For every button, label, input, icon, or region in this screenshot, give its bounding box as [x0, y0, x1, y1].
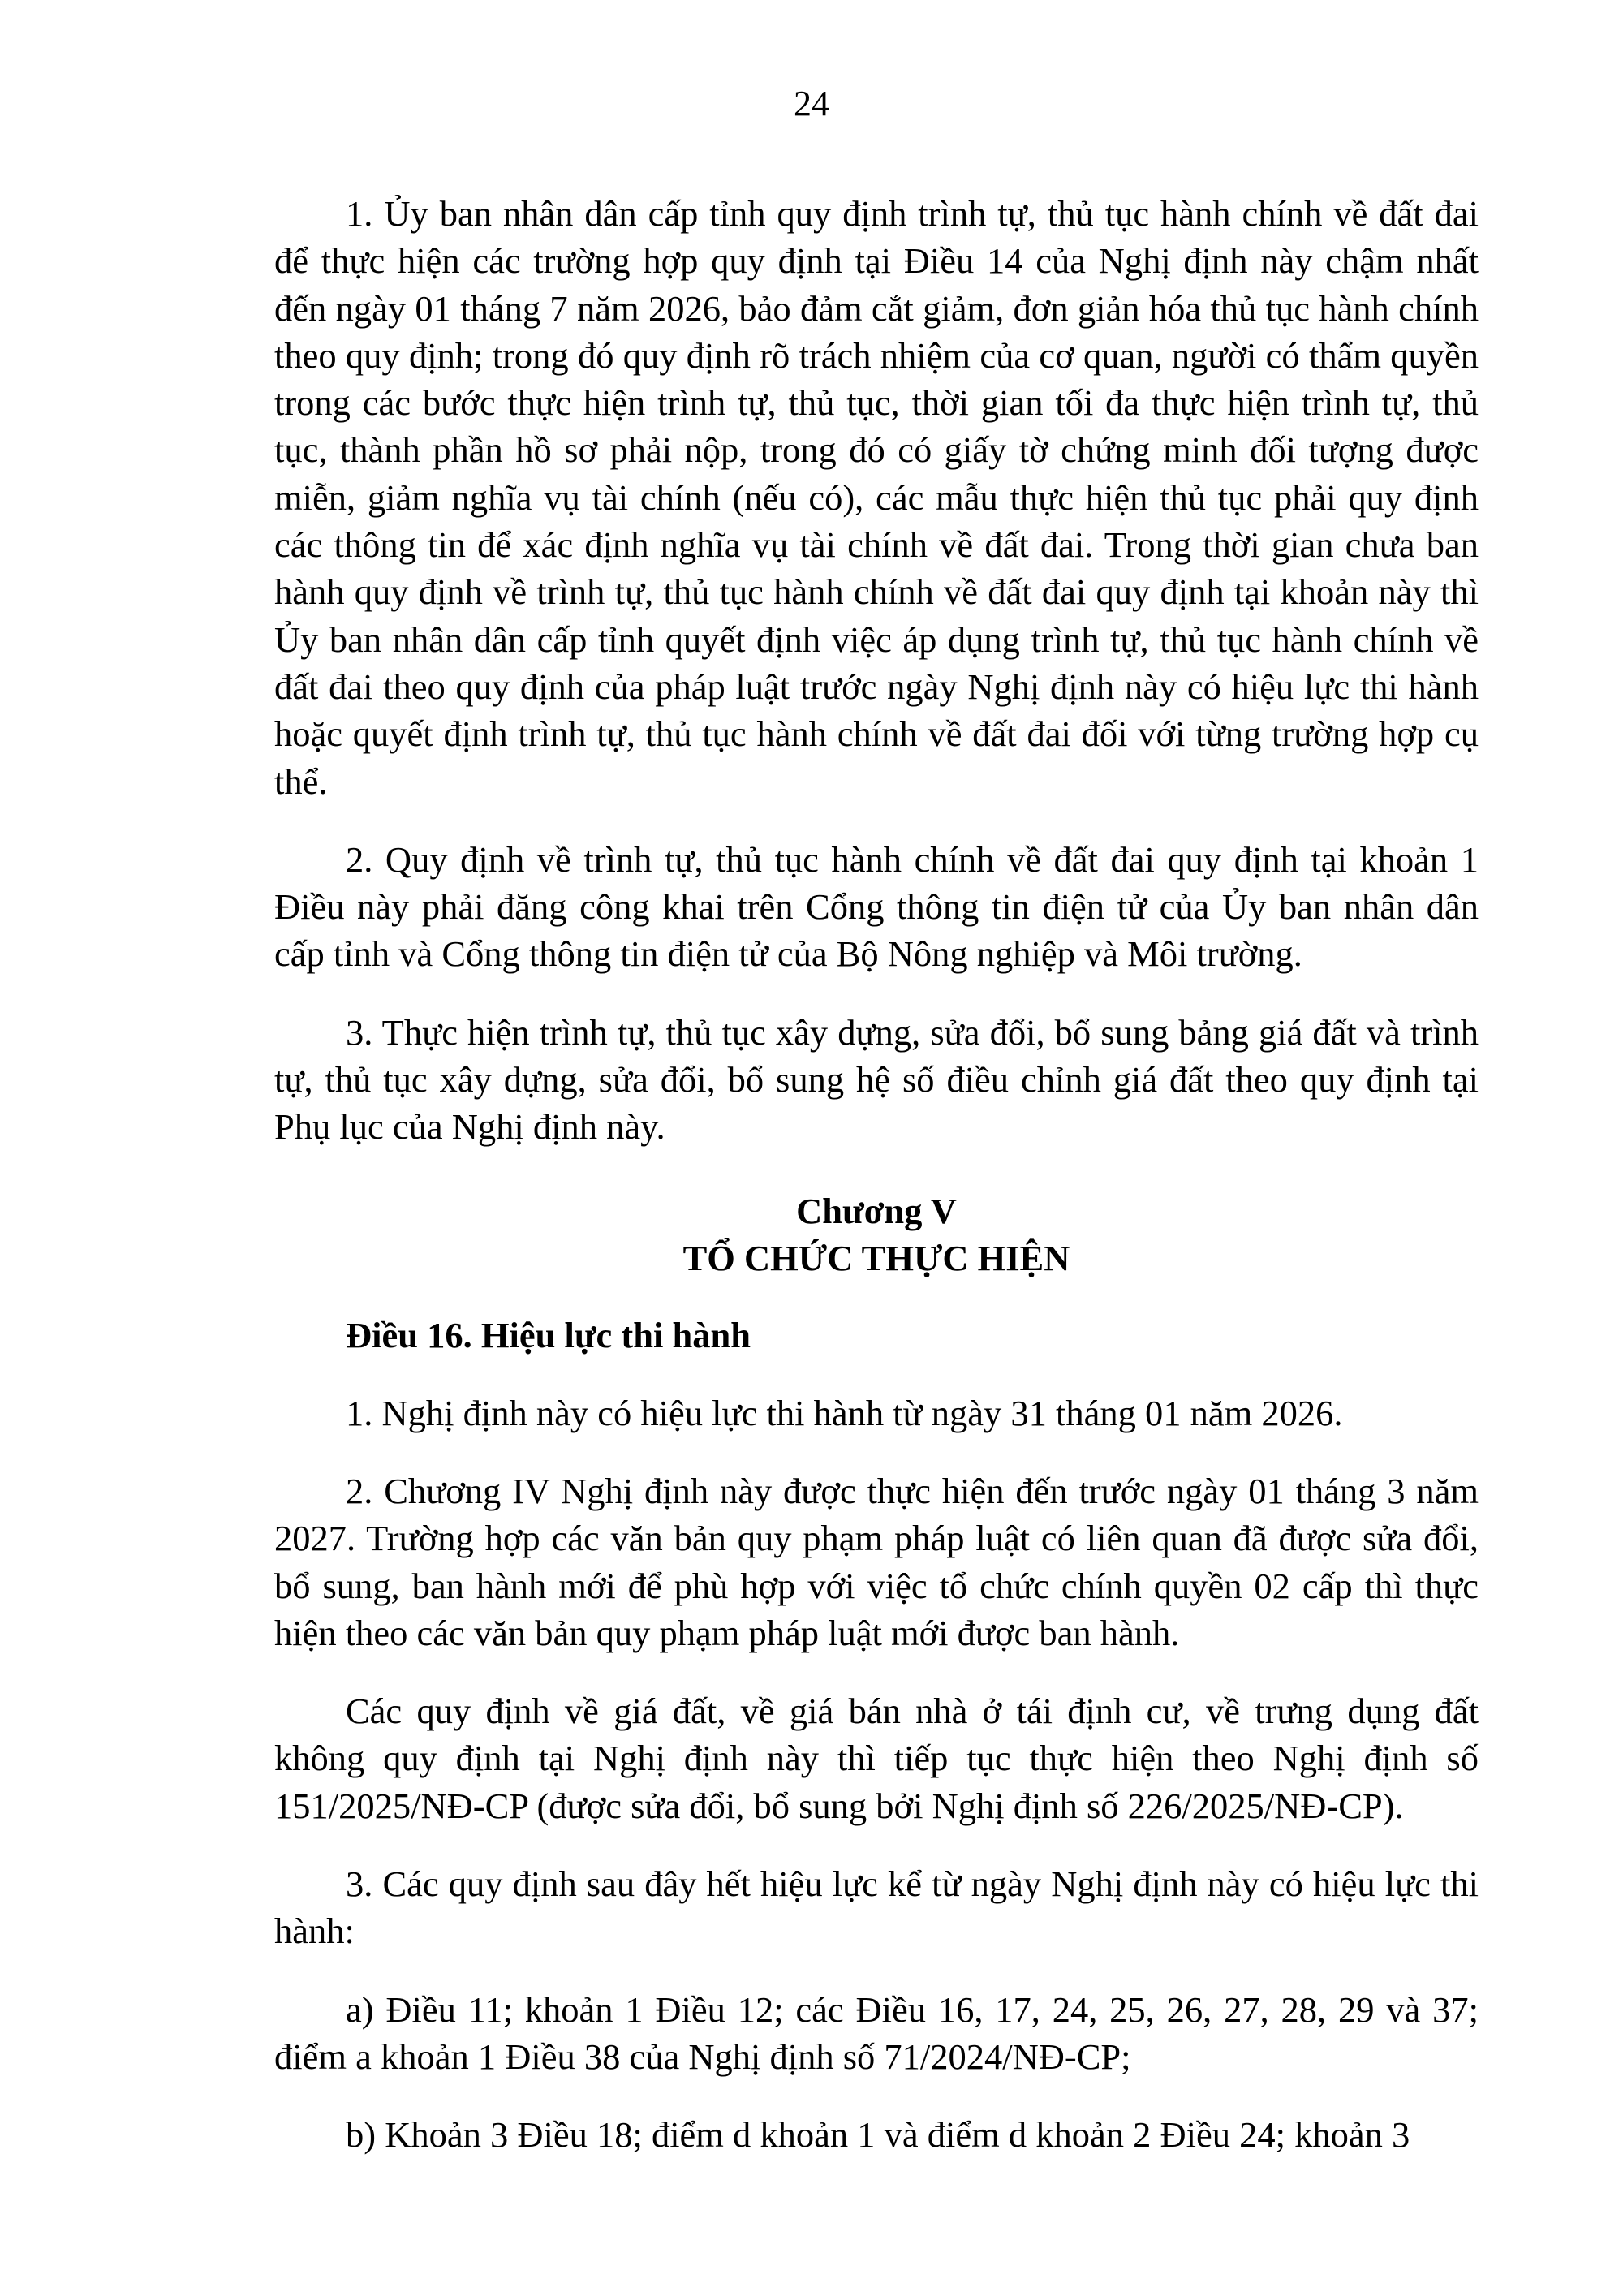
article-item-2: 2. Chương IV Nghị định này được thực hiện đến trước ngày 01 tháng 3 năm 2027. Trường hợp các văn bản quy phạm pháp luật có liên quan đã được sửa đổi, bổ sung, ban hành mới để phù hợp với việc tổ chức chính quyền 02 cấp thì thực hiện theo các văn bản quy phạm pháp luật mới được ban hành.	[274, 1470, 1479, 1653]
document-body	[274, 190, 1479, 2159]
article-item-3: 3. Các quy định sau đây hết hiệu lực kể từ ngày Nghị định này có hiệu lực thi hành:	[274, 1863, 1479, 1952]
article-item-2-note: Các quy định về giá đất, về giá bán nhà ở tái định cư, về trưng dụng đất không quy định tại Nghị định này thì tiếp tục thực hiện theo Nghị định số 151/2025/NĐ-CP (được sửa đổi, bổ sung bởi Nghị định số 226/2025/NĐ-CP).	[274, 1691, 1479, 1826]
article-item-3b: b) Khoản 3 Điều 18; điểm d khoản 1 và điểm d khoản 2 Điều 24; khoản 3	[346, 2114, 1410, 2156]
article-item-1: 1. Nghị định này có hiệu lực thi hành từ ngày 31 tháng 01 năm 2026.	[346, 1392, 1343, 1433]
article-item-3a: a) Điều 11; khoản 1 Điều 12; các Điều 16, 17, 24, 25, 26, 27, 28, 29 và 37; điểm a khoản 1 Điều 38 của Nghị định số 71/2024/NĐ-CP;	[274, 1988, 1479, 2077]
paragraph-1-item-3: 3. Thực hiện trình tự, thủ tục xây dựng, sửa đổi, bổ sung bảng giá đất và trình tự, thủ tục xây dựng, sửa đổi, bổ sung hệ số điều chỉnh giá đất theo quy định tại Phụ lục của Nghị định này.	[274, 1011, 1479, 1148]
chapter-number: Chương V	[796, 1190, 957, 1231]
page-number: 24	[794, 84, 829, 123]
chapter-title: TỔ CHỨC THỰC HIỆN	[682, 1237, 1070, 1278]
paragraph-1-item-1: 1. Ủy ban nhân dân cấp tỉnh quy định trình tự, thủ tục hành chính về đất đai để thực hiện các trường hợp quy định tại Điều 14 của Nghị định này chậm nhất đến ngày 01 tháng 7 năm 2026, bảo đảm cắt giảm, đơn giản hóa thủ tục hành chính theo quy định; trong đó quy định rõ trách nhiệm của cơ quan, người có thẩm quyền trong các bước thực hiện trình tự, thủ tục, thời gian tối đa thực hiện trình tự, thủ tục, thành phần hồ sơ phải nộp, trong đó có giấy tờ chứng minh đối tượng được miễn, giảm nghĩa vụ tài chính (nếu có), các mẫu thực hiện thủ tục phải quy định các thông tin để xác định nghĩa vụ tài chính về đất đai. Trong thời gian chưa ban hành quy định về trình tự, thủ tục hành chính về đất đai quy định tại khoản này thì Ủy ban nhân dân cấp tỉnh quyết định việc áp dụng trình tự, thủ tục hành chính về đất đai theo quy định của pháp luật trước ngày Nghị định này có hiệu lực thi hành hoặc quyết định trình tự, thủ tục hành chính về đất đai đối với từng trường hợp cụ thể.	[274, 193, 1479, 802]
article-heading: Điều 16. Hiệu lực thi hành	[346, 1314, 751, 1355]
paragraph-1-item-2: 2. Quy định về trình tự, thủ tục hành chính về đất đai quy định tại khoản 1 Điều này phải đăng công khai trên Cổng thông tin điện tử của Ủy ban nhân dân cấp tỉnh và Cổng thông tin điện tử của Bộ Nông nghiệp và Môi trường.	[274, 838, 1479, 975]
